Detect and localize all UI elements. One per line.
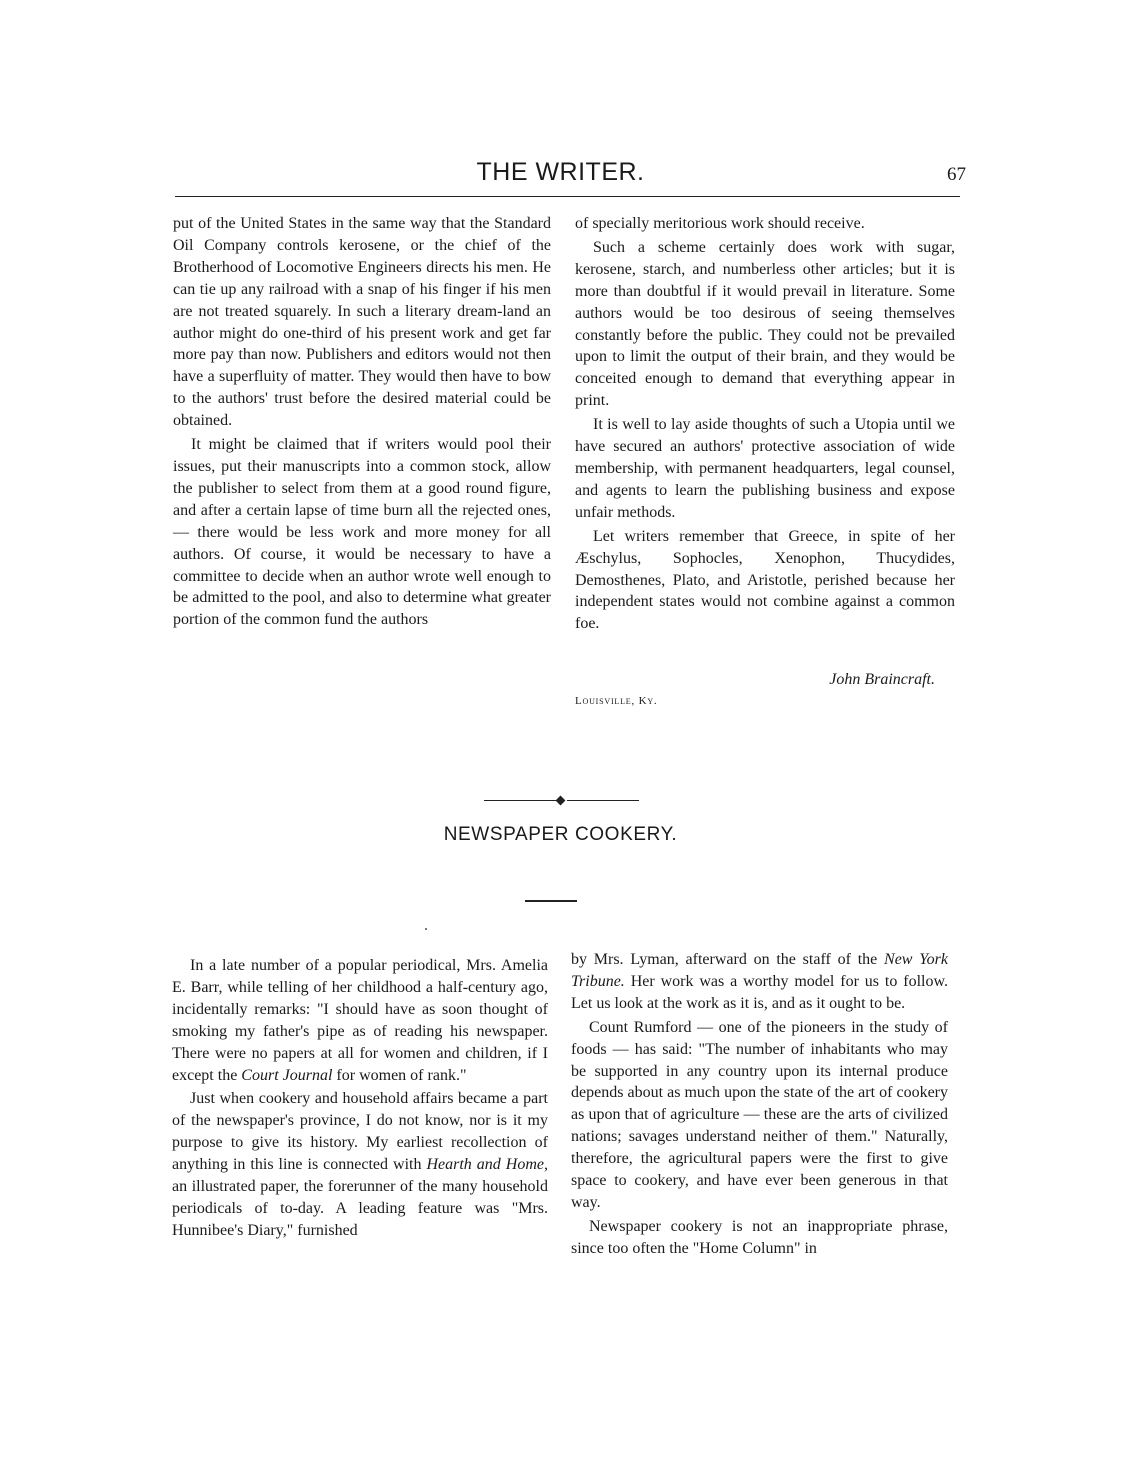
paragraph: of specially meritorious work should receive. xyxy=(575,215,865,232)
paragraph: It is well to lay aside thoughts of such a Utopia until we have secured an authors' protective association of wide membership, with permanent headquarters, legal counsel, and agents to learn the publishing business and expose unfair methods. xyxy=(575,416,955,521)
divider-line-right xyxy=(567,800,639,801)
paragraph-text: Just when cookery and household affairs became a part of the newspaper's province, I do not know, nor is it my purpose to give its history. My earliest recollection of anything in this line is connected with xyxy=(172,1090,548,1174)
print-speck xyxy=(425,928,427,930)
header-rule xyxy=(175,196,960,197)
article2-column-left xyxy=(172,955,548,1242)
article2-column-right xyxy=(571,949,948,1260)
section-divider-ornament xyxy=(484,798,639,804)
paragraph-text: In a late number of a popular periodical, Mrs. Amelia E. Barr, while telling of her childhood a half-century ago, incidentally remarks: "I should have as soon thought of smoking my father's pipe as of reading his newspaper. There were no papers at all for women and children, if I except the xyxy=(172,957,548,1084)
paragraph: Count Rumford — one of the pioneers in the study of foods — has said: "The number of inhabitants who may be supported in any country upon its internal produce depends about as much upon the state of the art of cookery as upon that of agriculture — these are the arts of civilized nations; savages understand neither of them." Naturally, therefore, the agricultural papers were the first to give space to cookery, and have ever been generous in that way. xyxy=(571,1018,948,1211)
paragraph-text: an illustrated paper, the forerunner of the many household periodicals of to-day. A leading feature was "Mrs. Hunnibee's Diary," furnished xyxy=(172,1178,548,1239)
article1-column-left xyxy=(173,213,551,631)
paragraph: put of the United States in the same way that the Standard Oil Company controls kerosene, or the chief of the Brotherhood of Locomotive Engineers directs his men. He can tie up any railroad with a snap of his finger if his men are not treated squarely. In such a literary dream-land an author might do one-third of his present work and get far more pay than now. Publishers and editors would not then have a superfluity of matter. They would then have to bow to the authors' trust before the desired material could be obtained. xyxy=(173,215,551,430)
italic-title: New York Tribune. xyxy=(571,951,949,990)
paragraph: Such a scheme certainly does work with sugar, kerosene, starch, and numberless other articles; but it is more than doubtful if it would prevail in literature. Some authors would be too desirous of seeing themselves constantly before the public. They could not be prevailed upon to limit the output of their brain, and they would be conceited enough to demand that everything appear in print. xyxy=(575,238,955,410)
paragraph-text: for women of rank." xyxy=(332,1066,467,1084)
paragraph: Newspaper cookery is not an inappropriate phrase, since too often the "Home Column" in xyxy=(571,1217,948,1257)
paragraph-text: Her work was a worthy model for us to follow. Let us look at the work as it is, and as it ought to be. xyxy=(571,972,948,1012)
divider-line-left xyxy=(484,800,556,801)
paragraph xyxy=(172,1088,548,1241)
italic-title: Hearth and Home, xyxy=(426,1156,548,1174)
paragraph xyxy=(172,955,548,1086)
italic-title: Court Journal xyxy=(241,1066,333,1084)
author-signature: John Braincraft. xyxy=(829,671,935,688)
paragraph-text: by Mrs. Lyman, afterward on the staff of the xyxy=(571,951,885,968)
paragraph: Let writers remember that Greece, in spite of her Æschylus, Sophocles, Xenophon, Thucydides, Demosthenes, Plato, and Aristotle, perished because her independent states would not combine against a common foe. xyxy=(575,527,955,633)
divider-diamond-icon xyxy=(556,796,566,806)
author-location: Louisville, Ky. xyxy=(575,695,658,707)
article1-column-right xyxy=(575,213,955,635)
article-title: NEWSPAPER COOKERY. xyxy=(443,824,678,845)
running-header-title: THE WRITER. xyxy=(476,158,645,186)
paragraph: It might be claimed that if writers would pool their issues, put their manuscripts into a common stock, allow the publisher to select from them at a good round figure, and after a certain lapse of time burn all the rejected ones, — there would be less work and more money for all authors. Of course, it would be necessary to have a committee to decide when an author wrote well enough to be admitted to the pool, and also to determine what greater portion of the common fund the authors xyxy=(173,436,551,629)
paragraph xyxy=(571,949,948,1015)
page-number: 67 xyxy=(947,164,966,185)
title-rule xyxy=(525,900,577,902)
